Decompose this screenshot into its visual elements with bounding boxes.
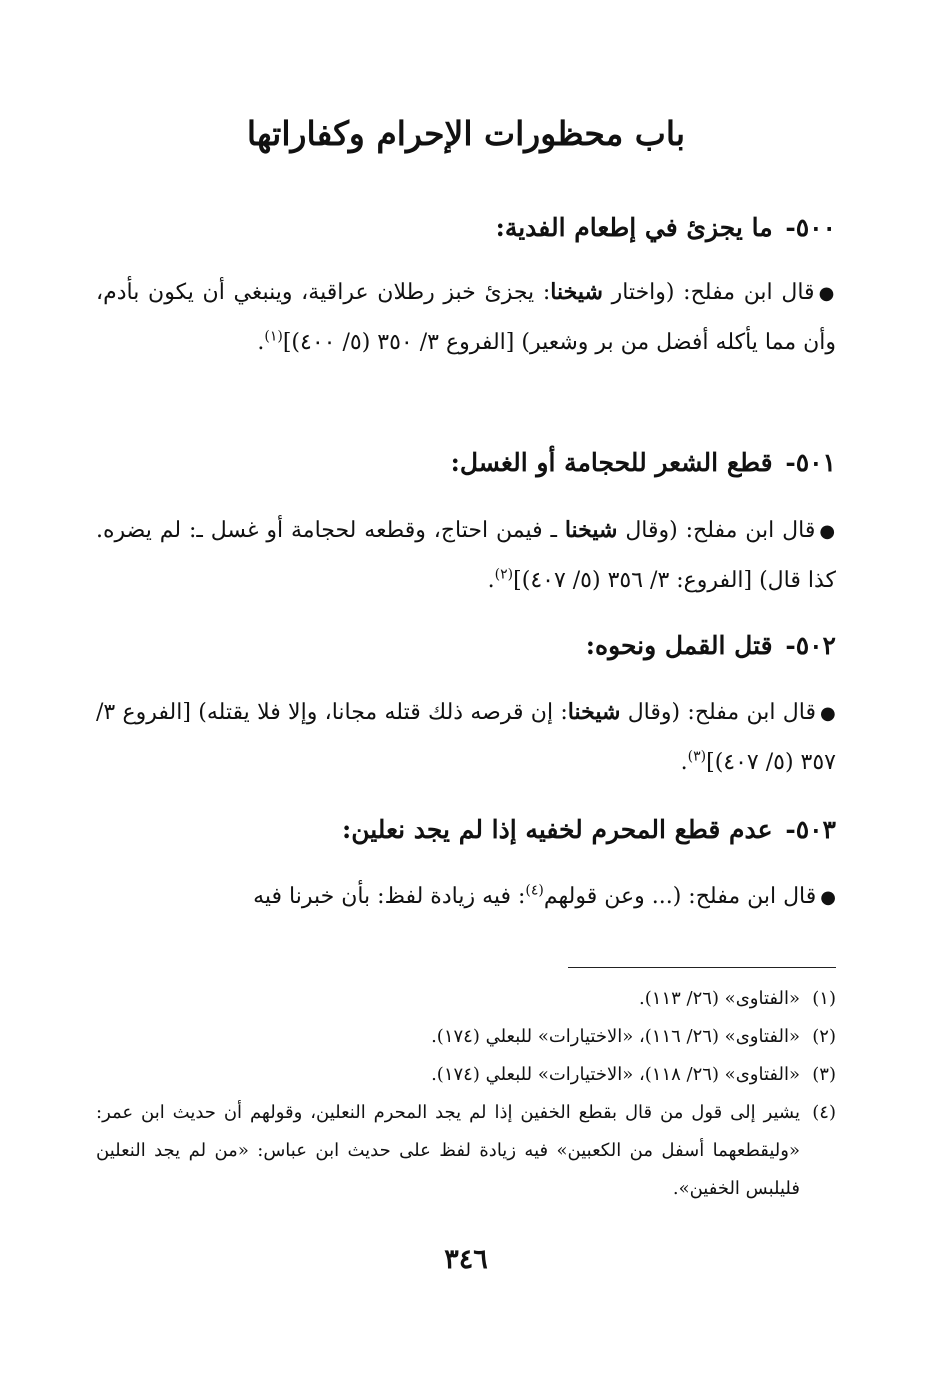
footnote-number: (١): [812, 988, 836, 1009]
section-heading-503: [96, 810, 836, 850]
section-number: ٥٠٣-: [785, 815, 836, 844]
section-paragraph-501: [96, 506, 836, 605]
footnote-number: (٢): [812, 1026, 836, 1047]
section-paragraph-500: [96, 268, 836, 367]
footnote-item: [96, 1094, 836, 1208]
footnote-ref[interactable]: (١): [264, 328, 283, 345]
footnote-item: [96, 1018, 836, 1056]
paragraph-text: ـ فيمن احتاج، وقطعه لحجامة أو غسل ـ: لم يضره. كذا قال) [الفروع: ٣/ ٣٥٦ (٥/ ٤٠٧)]: [96, 518, 836, 593]
section-heading-501: [96, 443, 836, 483]
footnote-ref[interactable]: (٢): [494, 566, 514, 583]
bullet-icon: ●: [820, 887, 836, 908]
section-title: قتل القمل ونحوه:: [585, 631, 773, 660]
emphasized-term: شيخنا: [550, 279, 603, 305]
paragraph-text: : يجزئ خبز رطلان عراقية، وينبغي أن يكون بأدم، وأن مما يأكله أفضل من بر وشعير) [الفروع ٣/ ٣٥٠ (٥/ ٤٠٠)]: [96, 280, 836, 355]
paragraph-text: : إن قرصه ذلك قتله مجانا، وإلا فلا يقتله) [الفروع ٣/ ٣٥٧ (٥/ ٤٠٧)]: [96, 700, 836, 775]
footnote-item: [96, 1056, 836, 1094]
footnote-ref[interactable]: (٣): [687, 748, 707, 765]
section-heading-502: [96, 626, 836, 666]
footnote-ref[interactable]: (٤): [525, 882, 544, 899]
bullet-icon: ●: [819, 703, 836, 724]
paragraph-text: قال ابن مفلح: (وقال: [617, 518, 816, 543]
document-page: [96, 0, 836, 1384]
bullet-icon: ●: [818, 283, 836, 304]
paragraph-text: قال ابن مفلح: (واختار: [602, 280, 815, 305]
footnote-number: (٣): [812, 1064, 836, 1085]
section-number: ٥٠٠-: [785, 213, 836, 242]
emphasized-term: شيخنا: [567, 699, 621, 725]
footnote-text: يشير إلى قول من قال بقطع الخفين إذا لم يجد المحرم النعلين، وقولهم أن حديث ابن عمر: «وليقطعهما أسفل من الكعبين» فيه زيادة لفظ على حديث ابن عباس: «من لم يجد النعلين فليلبس الخفين».: [96, 1102, 800, 1199]
section-paragraph-503: [96, 872, 836, 922]
section-paragraph-502: [96, 688, 836, 787]
footnote-text: «الفتاوى» (٢٦/ ١١٦)، «الاختيارات» للبعلي (١٧٤).: [431, 1026, 800, 1047]
bullet-icon: ●: [819, 521, 836, 542]
paragraph-text: : فيه زيادة لفظ: بأن خبرنا فيه: [253, 884, 526, 909]
emphasized-term: شيخنا: [564, 517, 618, 543]
section-title: قطع الشعر للحجامة أو الغسل:: [450, 448, 773, 477]
section-title: عدم قطع المحرم لخفيه إذا لم يجد نعلين:: [342, 815, 773, 844]
footnote-item: [96, 980, 836, 1018]
paragraph-text: قال ابن مفلح: (وقال: [620, 700, 816, 725]
footnote-text: «الفتاوى» (٢٦/ ١١٣).: [639, 988, 800, 1009]
page-number: ٣٤٦: [444, 1244, 488, 1275]
footnote-text: «الفتاوى» (٢٦/ ١١٨)، «الاختيارات» للبعلي (١٧٤).: [431, 1064, 800, 1085]
chapter-title: باب محظورات الإحرام وكفاراتها: [246, 114, 686, 153]
footnote-number: (٤): [812, 1102, 836, 1123]
section-number: ٥٠٢-: [785, 631, 836, 660]
paragraph-text: قال ابن مفلح: (... وعن قولهم: [543, 884, 817, 909]
footnotes: [96, 980, 836, 1208]
paragraph-end: .: [680, 750, 688, 775]
paragraph-end: .: [487, 568, 495, 593]
section-title: ما يجزئ في إطعام الفدية:: [495, 213, 773, 242]
paragraph-end: .: [257, 330, 265, 355]
section-heading-500: [96, 208, 836, 248]
section-number: ٥٠١-: [785, 448, 836, 477]
footnote-separator: [568, 967, 836, 968]
